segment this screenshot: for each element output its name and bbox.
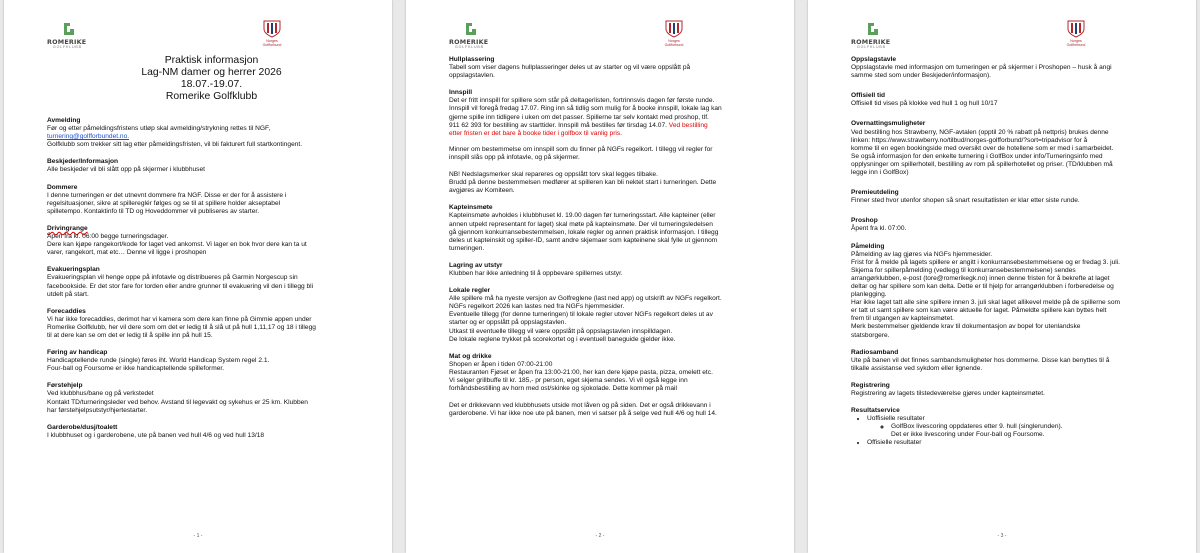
body-line: avgjøres av Komiteen. [449,187,515,195]
section-heading-radiosamband: Radiosamband [851,348,899,356]
body-line: Evakueringsplan vil henge oppe på infotavle og distribueres på Garmin Norgescup sin [47,274,298,282]
section-heading-beskjeder: Beskjeder/Informasjon [47,158,119,166]
body-line: Brudd på denne bestemmelsen medfører at spilleren kan bli nektet start i turneringen. Dette [449,179,717,187]
body-line: Se også informasjon for den enkelte turnering i GolfBox under info/Turneringsinfo med [851,152,1103,160]
ngf-shield-icon [263,20,281,38]
body-line: spilletempo. Kontaktinfo til TD og Hoveddommer vil publiseres av starter. [47,207,260,215]
ngf-bottom-text: Golfforbund [1066,43,1086,47]
list-item [891,423,1180,439]
ngf-bottom-text: Golfforbund [664,43,684,47]
section-heading-resultatservice: Resultatservice [851,407,900,415]
section-heading-registrering: Registrering [851,381,890,389]
body-text: 911 62 393 for bestilling av starttider. Innspill må bestilles før tirsdag 14.07. [449,121,667,129]
body-line: Vi har ikke forecaddies, derimot har vi kamera som dere kan finne på Gimmie appen under [47,315,312,323]
results-list [851,415,1180,447]
body-line: Åpent fra kl. 07:00. [851,225,907,233]
club-sub-logo-text: GOLFKLUBB [53,45,82,49]
section-heading-mat-og-drikke: Mat og drikke [449,352,492,360]
body-line: Ved klubbhus/bane og på verkstedet [47,390,154,398]
list-item-label: Uoffisielle resultater [867,415,925,423]
body-line: Innspill vil foregå fredag 17.07. Ring inn så tidlig som mulig for å booke innspill, lokale lag kan [449,105,722,113]
ngf-top-text: Norges [1070,39,1082,43]
body-line: turneringen. [449,244,485,252]
page-number: - 3 - [997,533,1007,539]
body-line: planlegging. [851,291,887,299]
ngf-logo [656,20,692,50]
body-line: Shopen er åpen i tiden 07:00-21:00 [449,360,553,368]
body-line: utdelt på start. [47,290,89,298]
red-note-text: Ved bestilling [668,121,708,129]
ngf-hjemmesider-link-line[interactable]: Påmelding av lag gjøres via NGFs hjemmesider. [851,250,993,258]
body-line: Kapteinsmøte avholdes i klubbhuset kl. 19.00 dagen før turneringsstart. Alle kapteiner (eller [449,212,716,220]
document-page-3 [808,0,1196,553]
body-line: facebookside. Er det stor fare for torden eller andre grunner til evakuering vil den i tillegg bli [47,282,314,290]
ngf-logo [1058,20,1094,50]
body-line: opplysninger om spillerhotell, bestilling av rom på spillerhotellet og priser. (TD/klubben må [851,160,1113,168]
romerike-logo [47,22,97,48]
section-heading-proshop: Proshop [851,217,878,225]
body-line: er tatt ut samt spillere som kan være aktuelle for laget. Påmeldte spillere kan byttes helt [851,307,1107,315]
body-line: Vi selger grillbuffe til kr. 185,- pr person, eget skjema sendes. Vi vil også legge inn [449,377,688,384]
page-number: - 1 - [193,533,203,539]
page-2-content [449,56,778,418]
section-heading-forstehjelp: Førstehjelp [47,382,83,390]
section-heading-drivingrange: Drivingrange [47,224,88,232]
section-heading-evakueringsplan: Evakueringsplan [47,266,100,274]
title-line: 18.07.-19.07. [180,79,243,90]
section-heading-offisiell-tid: Offisiell tid [851,92,886,100]
club-name-logo-text: ROMERIKE [851,38,891,46]
body-line: Four-ball og Foursome er ikke handicaptellende spilleformer. [47,365,225,373]
body-line: Skjema for spillerpåmelding (vedlegg til konkurransebestemmelsene) sendes [851,266,1076,274]
title-line: Romerike Golfklubb [165,91,258,102]
ngf-bottom-text: Golfforbund [262,43,282,47]
body-line: tilkalle assistanse ved sykdom eller lignende. [851,364,983,372]
body-line: I denne turneringen er det utnevnt dommere fra NGF. Disse er der for å assistere i [47,191,287,199]
golf-flag-icon [464,22,478,36]
romerike-logo [449,22,499,48]
body-line: NGFs regelkort 2026 kan lastes ned fra NGFs hjemmesider. [449,303,625,311]
body-line: Dere kan kjøpe rangekort/kode for laget ved ankomst. Vi lager en bok hvor dere kan ta ut [47,241,307,249]
body-line: varer, rangekort, mat etc… Denne vil ligge i proshopen [47,249,207,257]
section-heading-avmelding: Avmelding [47,117,81,124]
body-line: legge inn i GolfBox) [851,169,909,177]
section-heading-lagring: Lagring av utstyr [449,261,503,269]
body-line: Kontakt TD/turneringsleder ved behov. Avstand til legevakt og sykehus er 25 km. Klubben [47,398,308,406]
document-page-1 [4,0,392,553]
body-line: Finner sted hvor utenfor shopen så snart resultatlisten er klar etter siste runde. [851,197,1080,205]
body-line: deles ut kapteinskit og spiller-ID, samt andre skjemaer som kapteinene skal fylle ut gjennom [449,236,718,244]
body-line: statsborgere. [851,331,890,339]
body-line: deltar og har spillere som kan delta. Dette er til hjelp for arrangørklubben i forberedelse og [851,282,1114,290]
body-line: Det er fritt innspill for spillere som står på deltagerlisten, fortrinnsvis dagen før første runde. [449,97,715,105]
page-1-content [47,55,376,440]
page-3-content [851,56,1180,448]
body-line: Merk bestemmelser gjeldende krav til dokumentasjon av bopel for utenlandske [851,323,1081,331]
section-heading-kapteinsmote: Kapteinsmøte [449,204,493,212]
strawberry-link-line[interactable]: linken: https://www.strawberry.no/tilbud/norges-golfforbund/?sort=tripadvisor for å [851,136,1088,144]
list-item-label: Det er ikke livescoring under Four-ball og Foursome. [891,431,1045,439]
ngf-top-text: Norges [668,39,680,43]
body-line: I klubbhuset og i garderobene, ute på banen ved hull 4/6 og ved hull 13/18 [47,431,265,439]
body-line: til at dere kan se om det er ledig til å spille inn på hull 15. [47,331,213,339]
body-line: Minner om bestemmelse om innspill som du finner på NGFs regelkort. I tillegg vil regler for [449,145,713,153]
body-line: Romerike Golfklubb, her vil dere som om det er ledig til å slå ut på hull 1,11,17 og 18 i tillegg [47,323,316,331]
body-line: Ved bestilling hos Strawberry, NGF-avtalen (opptil 20 % rabatt på nettpris) brukes denne [851,128,1109,136]
document-title [47,55,376,103]
body-line: gjerne spille inn tidligere i uken om det passer. Spillerne tar selv kontakt med proshop, tlf. [449,113,709,121]
ngf-shield-icon [665,20,683,38]
body-line: Alle spillere må ha nyeste versjon av Golfreglene (last ned app) og utskrift av NGFs regelkort. [449,295,722,303]
body-line: Registrering av lagets tilstedeværelse gjøres under kapteinsmøtet. [851,390,1045,397]
body-line: Før og etter påmeldingsfristens utløp skal avmelding/strykning rettes til NGF, [47,125,271,133]
body-line: garderobene. Vi har ikke noe ute på banen, men vi satser på å selge ved hull 4/6 og hull 14. [449,410,717,418]
body-line: Offisiell tid vises på klokke ved hull 1 og hull 10/17 [851,100,998,108]
list-item [867,415,1180,439]
body-line: Åpen fra kl. 06:00 begge turneringsdager. [47,233,169,241]
body-line: samme sted som under Beskjeder/informasjon). [851,72,991,80]
body-line: Utkast til eventuelle tillegg vil være oppslått på oppslagstavlen innspilldagen. [449,327,673,335]
body-line: starter og er oppslått på oppslagstavlen. [449,319,567,327]
body-line: Eventuelle tillegg (for denne turneringen) til lokale regler utover NGFs regelkort deles ut av [449,311,713,319]
body-line: De lokale reglene trykket på scorekortet og i eventuell baneguide gjelder ikke. [449,335,676,343]
section-heading-garderobe: Garderobe/dusj/toalett [47,423,118,431]
club-name-logo-text: ROMERIKE [449,38,489,46]
section-heading-overnatting: Overnattingsmuligheter [851,120,926,128]
body-line: Golfklubb som trekker sitt lag etter påmeldingsfristen, vil bli fakturert full startkontingent. [47,141,303,149]
golf-flag-icon [866,22,880,36]
body-line: annen utpekt representant for laget) skal møte på kapteinsmøte. Der vil turneringsledelsen [449,220,713,228]
ngf-logo [254,20,290,50]
body-line: oppslagstavlen. [449,72,495,80]
body-line: Ute på banen vil det finnes sambandsmuligheter hos dommerne. Disse kan benyttes til å [851,356,1110,364]
body-line: arrangørklubben, e-post (tore@romerikegk.no) innen denne fristen for å bekrefte at laget [851,274,1110,282]
golf-flag-icon [62,22,76,36]
club-sub-logo-text: GOLFKLUBB [857,45,886,49]
body-line: Alle beskjeder vil bli slått opp på skjermer i klubbhuset [47,166,205,174]
section-heading-handicap: Føring av handicap [47,349,108,357]
list-item-label: GolfBox livescoring oppdateres etter 9. hull (singlerunden). [891,423,1063,431]
body-line: Restauranten Fjøset er åpen fra 13:00-21:00, her kan dere kjøpe pasta, pizza, omelett etc. [449,368,713,376]
section-heading-pamelding: Påmelding [851,242,885,250]
section-heading-oppslagstavle: Oppslagstavle [851,56,897,63]
body-line: innspill slås opp på infotavle, og på skjermer. [449,153,580,161]
section-heading-lokale-regler: Lokale regler [449,287,491,295]
body-line: Det er drikkevann ved klubbhusets utside mot låven og på siden. Det er også drikkevann i [449,402,711,410]
body-line [449,122,778,130]
section-heading-innspill: Innspill [449,89,473,97]
club-sub-logo-text: GOLFKLUBB [455,45,484,49]
ngf-shield-icon [1067,20,1085,38]
list-item-label: Offisielle resultater [867,439,922,447]
club-name-logo-text: ROMERIKE [47,38,87,46]
ngf-top-text: Norges [266,39,278,43]
list-item [867,439,1180,447]
body-line: Frist for å melde på lagets spillere er angitt i konkurransebestemmelsene og er fredag 3. juli. [851,258,1121,266]
body-line: frem til utgangen av kapteinsmøtet. [851,315,954,323]
page-number: - 2 - [595,533,605,539]
body-line: komme til en egen bookingside med oversikt over de hotellene som er med i samarbeidet. [851,144,1114,152]
title-line: Lag-NM damer og herrer 2026 [141,67,282,78]
section-heading-dommere: Dommere [47,183,78,191]
red-note-line: etter fristen er det bare å booke tider i golfbox til vanlig pris. [449,129,622,137]
title-line: Praktisk informasjon [164,55,259,66]
ngf-email-link[interactable]: turnering@golfforbundet.no. [47,133,130,141]
body-line: gå gjennom konkurransebestemmelsen, lokale regler og annen praktisk informasjon. I tillegg [449,228,719,236]
romerike-logo [851,22,901,48]
body-line: Oppslagstavle med informasjon om turneringen er på skjermer i Proshopen – husk å angi [851,64,1112,72]
section-heading-premieutdeling: Premieutdeling [851,189,899,197]
body-line: har førstehjelpsutstyr/hjertestarter. [47,406,148,414]
section-heading-hullplassering: Hullplassering [449,56,495,63]
body-line: Handicaptellende runde (single) føres iht. World Handicap System regel 2.1. [47,357,270,365]
body-line: forhåndsbestilling av horn med ost/skinke og sjokolade. Dette kommer på mail [449,385,677,393]
document-page-2 [406,0,794,553]
body-line: NB! Nedslagsmerker skal repareres og oppslått torv skal legges tilbake. [449,171,658,179]
body-line: Har ikke laget tatt alle sine spillere innen 3. juli skal laget allikevel melde på de spillerne som [851,299,1121,307]
body-line: Tabell som viser dagens hullplasseringer deles ut av starter og vil være oppslått på [449,64,691,72]
section-heading-forecaddies: Forecaddies [47,307,86,315]
body-line: Klubben har ikke anledning til å oppbevare spillernes utstyr. [449,269,623,277]
body-line: regelsituasjoner, sikre at spillereglér følges og se til at spillere holder akseptabel [47,199,281,207]
